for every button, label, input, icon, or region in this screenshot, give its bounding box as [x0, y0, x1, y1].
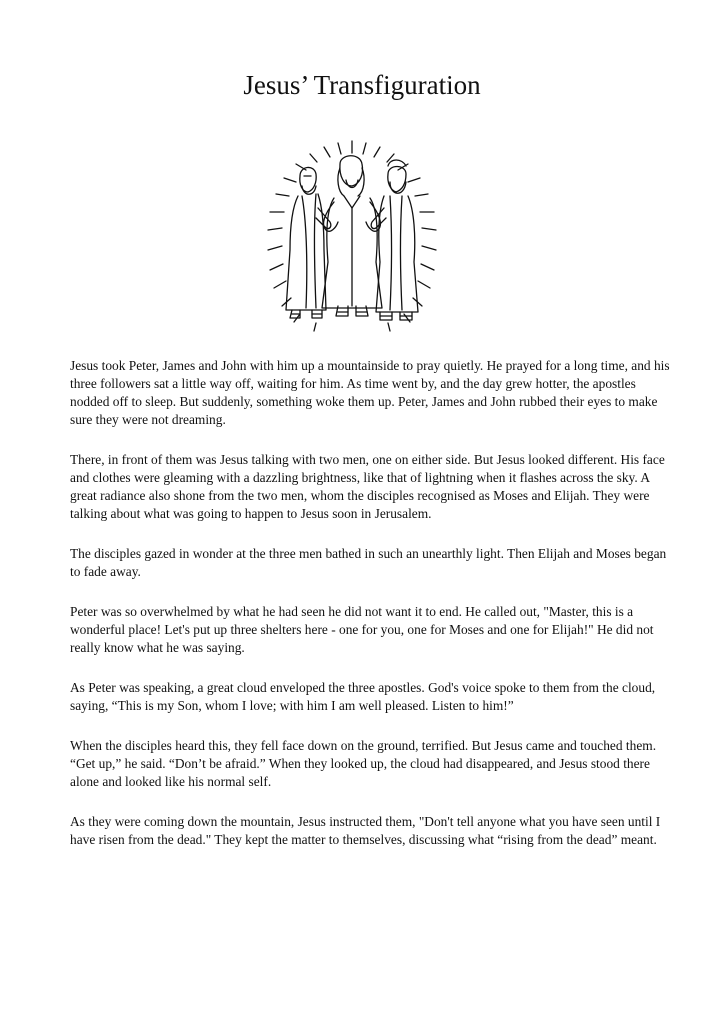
story-paragraph: As Peter was speaking, a great cloud enveloped the three apostles. God's voice spoke to them from the cloud, saying, “This is my Son, whom I love; with him I am well pleased. Listen to him!”	[70, 680, 656, 713]
story-paragraph: When the disciples heard this, they fell face down on the ground, terrified. But Jesus came and touched them. “Get up,” he said. “Don’t be afraid.” When they looked up, the cloud had disappeared, and Jesus stood there alone and looked like his normal self.	[70, 738, 657, 789]
story-paragraph: Jesus took Peter, James and John with him up a mountainside to pray quietly. He prayed for a long time, and his three followers sat a little way off, waiting for him. As time went by, and the day grew hotter, the apostles nodded off to sleep. But suddenly, something woke them up. Peter, James and John rubbed their eyes to make sure they were not dreaming.	[70, 358, 670, 427]
page-title: Jesus’ Transfiguration	[243, 70, 481, 100]
story-paragraph: There, in front of them was Jesus talking with two men, one on either side. But Jesus looked different. His face and clothes were gleaming with a dazzling brightness, like that of lightning when it flashes across the sky. A great radiance also shone from the two men, whom the disciples recognised as Moses and Elijah. They were talking about what was going to happen to Jesus soon in Jerusalem.	[70, 452, 665, 521]
story-paragraph: The disciples gazed in wonder at the three men bathed in such an unearthly light. Then Elijah and Moses began to fade away.	[70, 546, 667, 579]
transfiguration-illustration-icon	[256, 138, 448, 336]
story-text	[70, 357, 670, 871]
jesus-figure	[322, 156, 382, 316]
elijah-figure	[371, 160, 418, 320]
story-paragraph: Peter was so overwhelmed by what he had seen he did not want it to end. He called out, "Master, this is a wonderful place! Let's put up three shelters here - one for you, one for Moses and one for Elijah!" He did not really know what he was saying.	[70, 604, 654, 655]
story-paragraph: As they were coming down the mountain, Jesus instructed them, "Don't tell anyone what you have seen until I have risen from the dead." They kept the matter to themselves, discussing what “rising from the dead” meant.	[70, 814, 661, 847]
